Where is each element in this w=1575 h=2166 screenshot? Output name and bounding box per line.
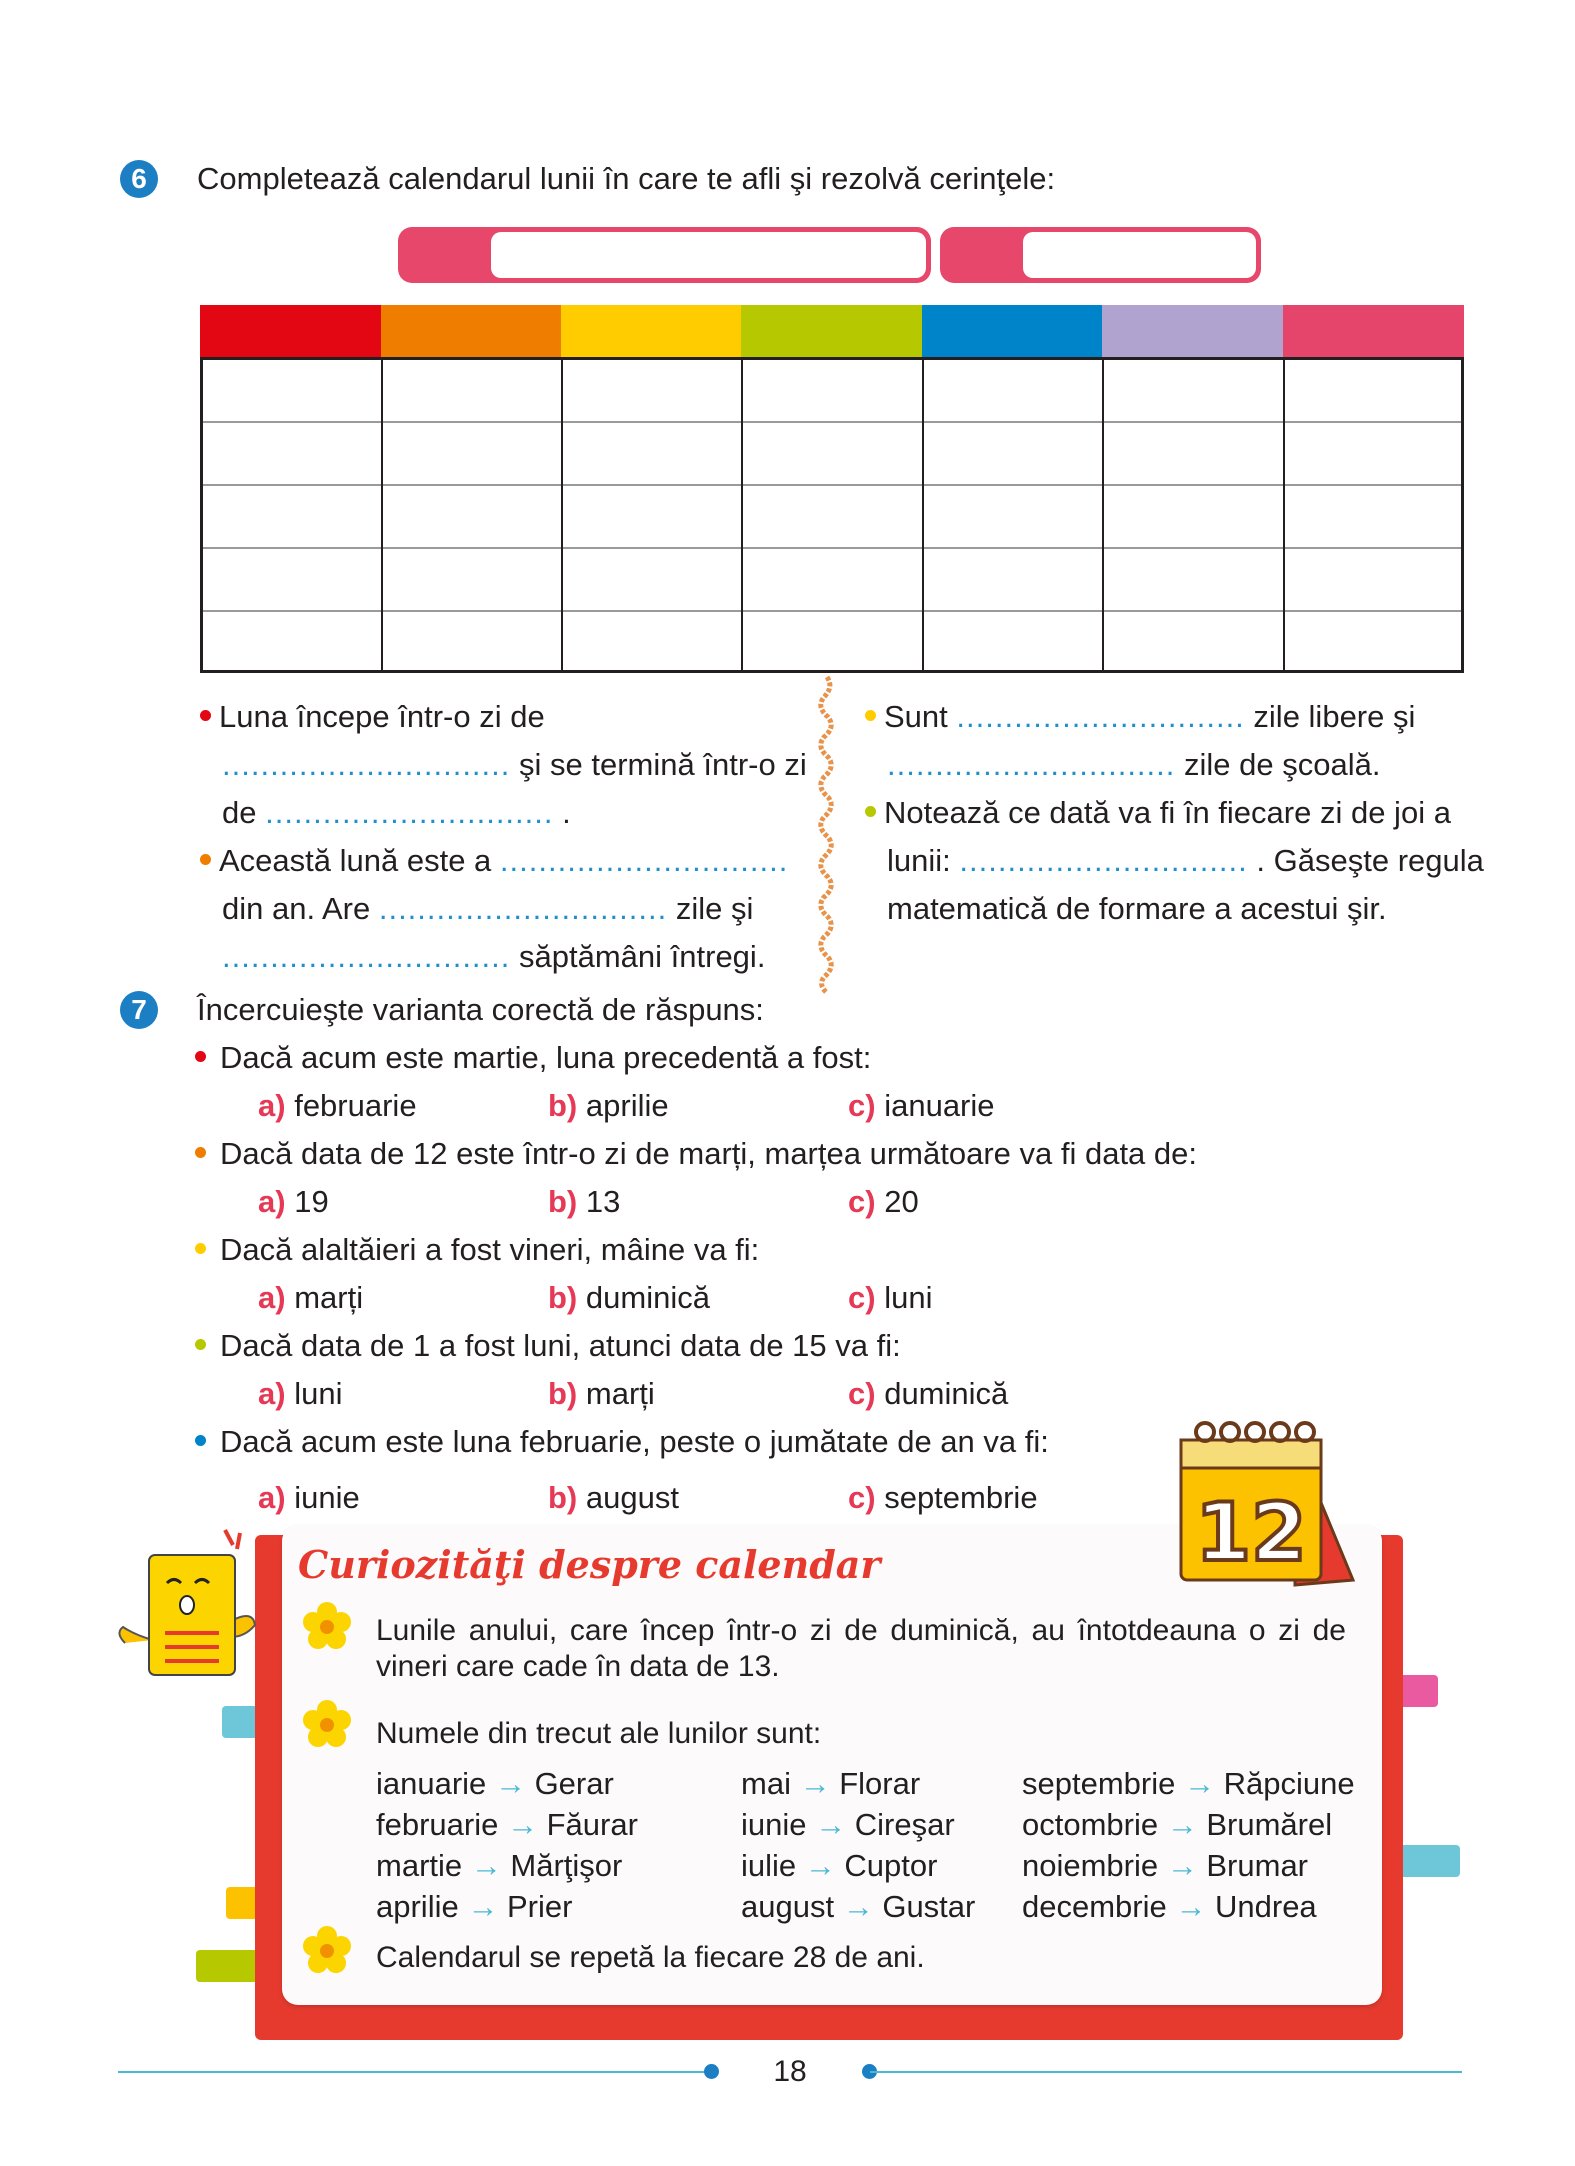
question-text: Dacă alaltăieri a fost vineri, mâine va fi:	[195, 1226, 759, 1274]
option-c[interactable]: c) ianuarie	[848, 1088, 995, 1123]
blank-field[interactable]: ..............................	[378, 891, 668, 926]
blank-field[interactable]: ..............................	[222, 747, 511, 782]
calendar-header-bar-3	[561, 305, 741, 357]
month-pair: mai → Florar	[741, 1766, 921, 1801]
month-pair: decembrie → Undrea	[1022, 1889, 1317, 1924]
left-tasks: Luna începe într-o zi de .............................. şi se termină într-o zi de .............................. . Această lună este a .............................. din an. Are .............................. zile şi .............................. săptămâni întregi.	[200, 693, 807, 981]
option-b[interactable]: b) august	[548, 1480, 679, 1515]
year-input-field[interactable]	[1023, 232, 1256, 278]
svg-text:12: 12	[1195, 1486, 1307, 1579]
desk-calendar-icon	[1175, 1410, 1365, 1595]
calendar-header-bar-6	[1102, 305, 1283, 357]
month-list-column-1	[376, 1763, 638, 1927]
month-pair: septembrie → Răpciune	[1022, 1766, 1355, 1801]
option-c[interactable]: c) duminică	[848, 1376, 1009, 1411]
month-list-column-2	[741, 1763, 975, 1927]
footer-dot-left	[704, 2064, 719, 2079]
flower-bullet-icon	[300, 1924, 354, 1978]
month-pair: februarie → Făurar	[376, 1807, 638, 1842]
wavy-divider	[812, 675, 842, 995]
calendar-grid[interactable]	[200, 357, 1464, 673]
question-text: Dacă acum este martie, luna precedentă a fost:	[195, 1034, 871, 1082]
option-a[interactable]: a) iunie	[258, 1480, 360, 1515]
cartoon-note-character-icon	[115, 1525, 270, 1690]
curiosity-fact-2: Numele din trecut ale lunilor sunt:	[376, 1717, 822, 1750]
option-b[interactable]: b) aprilie	[548, 1088, 669, 1123]
option-b[interactable]: b) duminică	[548, 1280, 710, 1315]
blank-field[interactable]: ..............................	[499, 843, 789, 878]
month-input-field[interactable]	[491, 232, 926, 278]
option-b[interactable]: b) 13	[548, 1184, 621, 1219]
month-pair: aprilie → Prier	[376, 1889, 573, 1924]
year-input-pill[interactable]	[940, 227, 1261, 283]
blank-field[interactable]: ..............................	[265, 795, 554, 830]
calendar-header-bar-7	[1283, 305, 1464, 357]
option-a[interactable]: a) luni	[258, 1376, 343, 1411]
option-a[interactable]: a) 19	[258, 1184, 329, 1219]
option-c[interactable]: c) luni	[848, 1280, 933, 1315]
blank-field[interactable]: ..............................	[222, 939, 511, 974]
flower-bullet-icon	[300, 1698, 354, 1752]
question-text: Dacă data de 1 a fost luni, atunci data de 15 va fi:	[195, 1322, 901, 1370]
month-list-column-3	[1022, 1763, 1355, 1927]
footer-rule-left	[118, 2071, 710, 2073]
calendar-header-bar-4	[741, 305, 922, 357]
blank-field[interactable]: ..............................	[956, 699, 1245, 734]
blank-field[interactable]: ..............................	[959, 843, 1248, 878]
month-pair: ianuarie → Gerar	[376, 1766, 614, 1801]
option-a[interactable]: a) marți	[258, 1280, 364, 1315]
curiosity-fact-1: Lunile anului, care încep într-o zi de duminică, au întotdeauna o zi de vineri care cade în data de 13.	[376, 1614, 1346, 1683]
calendar-header-bar-2	[381, 305, 561, 357]
exercise-6-number: 6	[120, 160, 158, 198]
month-pair: august → Gustar	[741, 1889, 976, 1924]
blank-field[interactable]: ..............................	[887, 747, 1176, 782]
exercise-7-instruction: Încercuieşte varianta corectă de răspuns:	[197, 992, 764, 1027]
page-number: 18	[773, 2055, 807, 2088]
exercise-7-number: 7	[120, 991, 158, 1029]
question-text: Dacă acum este luna februarie, peste o jumătate de an va fi:	[195, 1418, 1049, 1466]
curiosity-fact-3: Calendarul se repetă la fiecare 28 de ani.	[376, 1941, 925, 1974]
option-a[interactable]: a) februarie	[258, 1088, 417, 1123]
month-input-pill[interactable]	[398, 227, 931, 283]
flower-bullet-icon	[300, 1600, 354, 1654]
exercise-6-instruction: Completează calendarul lunii în care te afli şi rezolvă cerinţele:	[197, 161, 1056, 196]
month-pair: iulie → Cuptor	[741, 1848, 938, 1883]
month-pair: iunie → Cireşar	[741, 1807, 955, 1842]
option-c[interactable]: c) septembrie	[848, 1480, 1038, 1515]
question-text: Dacă data de 12 este într-o zi de marți, marțea următoare va fi data de:	[195, 1130, 1197, 1178]
right-tasks: Sunt .............................. zile libere şi .............................. zile de şcoală. Notează ce dată va fi în fiecare zi de joi a lunii: .............................. . Găseşte regula matematică de formare a acestui şir.	[865, 693, 1484, 933]
curiosities-title: Curiozităţi despre calendar	[298, 1542, 881, 1587]
month-pair: octombrie → Brumărel	[1022, 1807, 1333, 1842]
calendar-header-bar-5	[922, 305, 1102, 357]
option-c[interactable]: c) 20	[848, 1184, 919, 1219]
month-pair: martie → Mărţişor	[376, 1848, 623, 1883]
option-b[interactable]: b) marți	[548, 1376, 655, 1411]
month-pair: noiembrie → Brumar	[1022, 1848, 1309, 1883]
calendar-header-bar-1	[200, 305, 381, 357]
footer-rule-right	[870, 2071, 1462, 2073]
